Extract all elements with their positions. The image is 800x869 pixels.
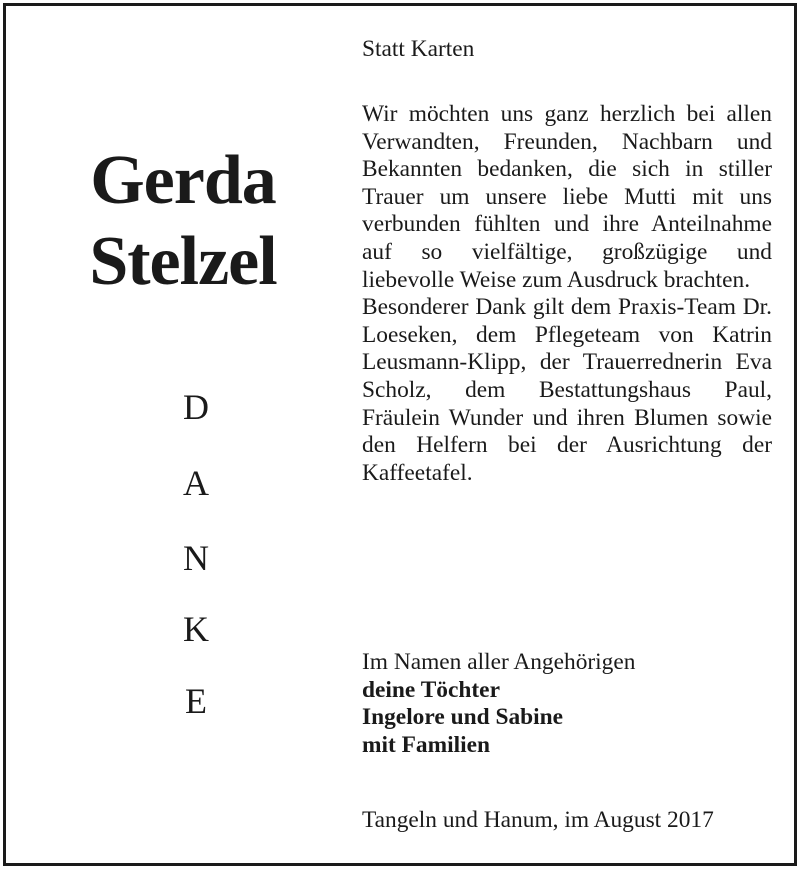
statt-karten-label: Statt Karten [362,36,475,62]
danke-letter-a: A [183,463,209,503]
danke-letter-n: N [183,538,209,578]
signature-intro: Im Namen aller Angehörigen [362,649,636,675]
danke-letter-d: D [183,387,209,427]
signature-block [362,649,772,759]
thank-you-paragraph-2: Besonderer Dank gilt dem Praxis-Team Dr. Loeseken, dem Pflegeteam von Katrin Leusmann-Klipp, der Trauerrednerin Eva Scholz, dem Bestattungshaus Paul, Fräulein Wunder und ihren Blumen sowie den Helfern bei der Ausrichtung der Kaffeetafel. [362,294,772,486]
deceased-last-name: Stelzel [89,223,277,300]
signature-line-1: deine Töchter [362,676,500,703]
thank-you-paragraph-1: Wir möchten uns ganz herzlich bei allen Verwandten, Freunden, Nachbarn und Bekannten bedanken, die sich in stiller Trauer um unsere liebe Mutti mit uns verbunden fühlten und ihre Anteilnahme auf so vielfältige, großzügige und liebevolle Weise zum Ausdruck brachten. [362,101,772,293]
thank-you-text [362,101,772,487]
danke-letter-k: K [183,609,209,649]
deceased-first-name: Gerda [90,142,276,219]
danke-letter-e: E [185,681,207,721]
place-and-date: Tangeln und Hanum, im August 2017 [362,807,714,833]
signature-line-2: Ingelore und Sabine [362,704,564,731]
signature-line-3: mit Familien [362,731,490,758]
notice-frame [3,3,797,866]
